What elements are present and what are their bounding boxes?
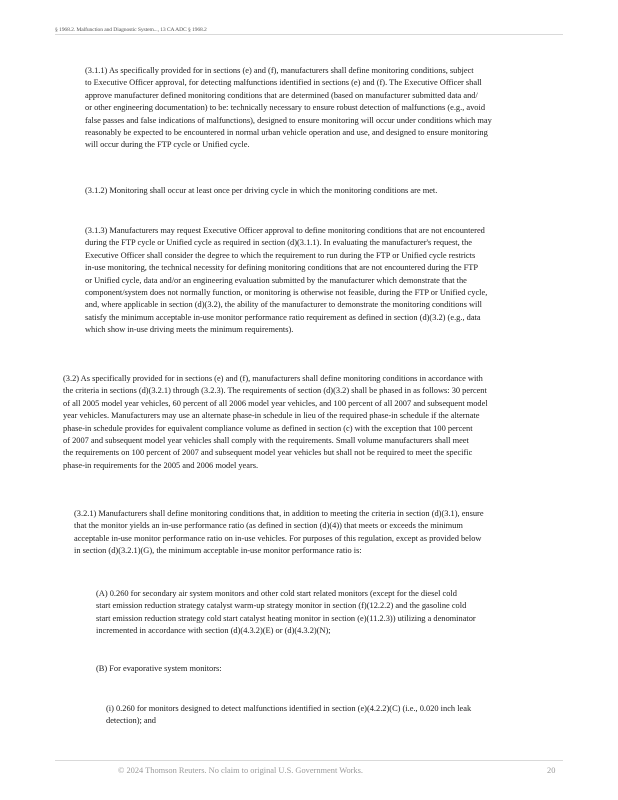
text-line: will occur during the FTP cycle or Unified cycle.: [85, 140, 250, 150]
paragraph-3-2-1-a: [96, 588, 476, 638]
text-line: component/system does not normally function, or monitoring is otherwise not feasible, during the FTP or Unified cycle,: [85, 288, 488, 298]
paragraph-3-1-3: [85, 225, 487, 337]
text-line: during the FTP cycle or Unified cycle as required in section (d)(3.1.1). In evaluating the manufacturer's request, the: [85, 238, 473, 248]
text-line: or Unified cycle, data and/or an engineering evaluation submitted by the manufacturer which demonstrate that the: [85, 275, 467, 285]
text-line: satisfy the minimum acceptable in-use monitor performance ratio requirement as defined in section (d)(3.2) (e.g., data: [85, 312, 481, 322]
text-line: and, where applicable in section (d)(3.2), the ability of the manufacturer to demonstrate the monitoring conditions will: [85, 300, 482, 310]
text-line: phase-in requirements for the 2005 and 2006 model years.: [63, 460, 259, 470]
text-line: the criteria in sections (d)(3.2.1) through (3.2.3). The requirements of section (d)(3.2) shall be phased in as follows: 30 percent: [63, 386, 487, 396]
text-line: to Executive Officer approval, for detecting malfunctions identified in sections (e) and (f). The Executive Officer shall: [85, 78, 482, 88]
paragraph-3-1-2: [85, 185, 437, 197]
text-line: in section (d)(3.2.1)(G), the minimum acceptable in-use monitor performance ratio is:: [74, 546, 362, 556]
text-line: start emission reduction strategy catalyst warm-up strategy monitor in section (f)(12.2.2) and the gasoline cold: [96, 601, 467, 611]
text-line: (A) 0.260 for secondary air system monitors and other cold start related monitors (except for the diesel cold: [96, 589, 457, 598]
text-line: (3.1.2) Monitoring shall occur at least once per driving cycle in which the monitoring conditions are met.: [85, 186, 438, 195]
text-line: of 2007 and subsequent model year vehicles shall comply with the requirements. Small volume manufacturers shall meet: [63, 436, 469, 446]
text-line: reasonably be expected to be encountered in normal urban vehicle operation and use, and designed to ensure monitoring: [85, 128, 488, 138]
page-number: 20: [547, 766, 556, 775]
text-line: which show in-use driving meets the minimum requirements).: [85, 325, 294, 335]
text-line: or other engineering documentation) to be: technically necessary to ensure robust detection of malfunctions (e.g., avoid: [85, 103, 486, 113]
text-line: detection); and: [106, 716, 156, 726]
text-line: phase-in schedule provides for equivalent compliance volume as defined in section (c) with the exception that 100 percent: [63, 423, 473, 433]
text-line: (3.1.3) Manufacturers may request Executive Officer approval to define monitoring conditions that are not encountered: [85, 226, 485, 235]
text-line: the requirements on 100 percent of 2007 and subsequent model year vehicles but shall not be required to meet the specific: [63, 448, 473, 458]
copyright-notice: © 2024 Thomson Reuters. No claim to original U.S. Government Works.: [118, 766, 363, 775]
running-head-text: § 1968.2. Malfunction and Diagnostic System..., 13 CA ADC § 1968.2: [55, 27, 207, 33]
text-line: acceptable in-use monitor performance ratio on in-use vehicles. For purposes of this regulation, except as provided below: [74, 533, 482, 543]
text-line: false passes and false indications of malfunctions), designed to ensure monitoring will occur under conditions which may: [85, 115, 492, 125]
text-line: (3.2) As specifically provided for in sections (e) and (f), manufacturers shall define monitoring conditions in accordance with: [63, 374, 483, 383]
text-line: that the monitor yields an in-use performance ratio (as defined in section (d)(4)) that meets or exceeds the minimum: [74, 521, 463, 531]
text-line: approve manufacturer defined monitoring conditions that are determined (based on manufacturer submitted data and/: [85, 90, 478, 100]
header-divider: [55, 34, 563, 35]
running-header: [55, 18, 563, 34]
text-line: (i) 0.260 for monitors designed to detect malfunctions identified in section (e)(4.2.2)(C) (i.e., 0.020 inch leak: [106, 704, 472, 713]
text-line: year vehicles. Manufacturers may use an alternate phase-in schedule in lieu of the required phase-in schedule if the alternate: [63, 411, 480, 421]
text-line: in-use monitoring, the technical necessity for defining monitoring conditions that are not encountered during the FTP: [85, 263, 479, 273]
paragraph-3-2-1-b-i: [106, 703, 471, 728]
text-line: incremented in accordance with section (d)(4.3.2)(E) or (d)(4.3.2)(N);: [96, 626, 331, 636]
paragraph-3-2: [63, 373, 488, 472]
text-line: Executive Officer shall consider the degree to which the requirement to run during the FTP or Unified cycle restricts: [85, 250, 476, 260]
text-line: of all 2005 model year vehicles, 60 percent of all 2006 model year vehicles, and 100 percent of all 2007 and subsequent model: [63, 398, 488, 408]
paragraph-3-2-1-b: [96, 663, 222, 675]
text-line: (3.2.1) Manufacturers shall define monitoring conditions that, in addition to meeting the criteria in section (d)(3.1), ensure: [74, 509, 484, 518]
paragraph-3-1-1: [85, 65, 492, 152]
text-line: start emission reduction strategy cold start catalyst heating monitor in section (e)(11.2.3)) utilizing a denominator: [96, 613, 476, 623]
footer-divider: [55, 760, 563, 761]
text-line: (3.1.1) As specifically provided for in sections (e) and (f), manufacturers shall define monitoring conditions, subject: [85, 66, 474, 75]
text-line: (B) For evaporative system monitors:: [96, 664, 222, 673]
paragraph-3-2-1: [74, 508, 484, 558]
